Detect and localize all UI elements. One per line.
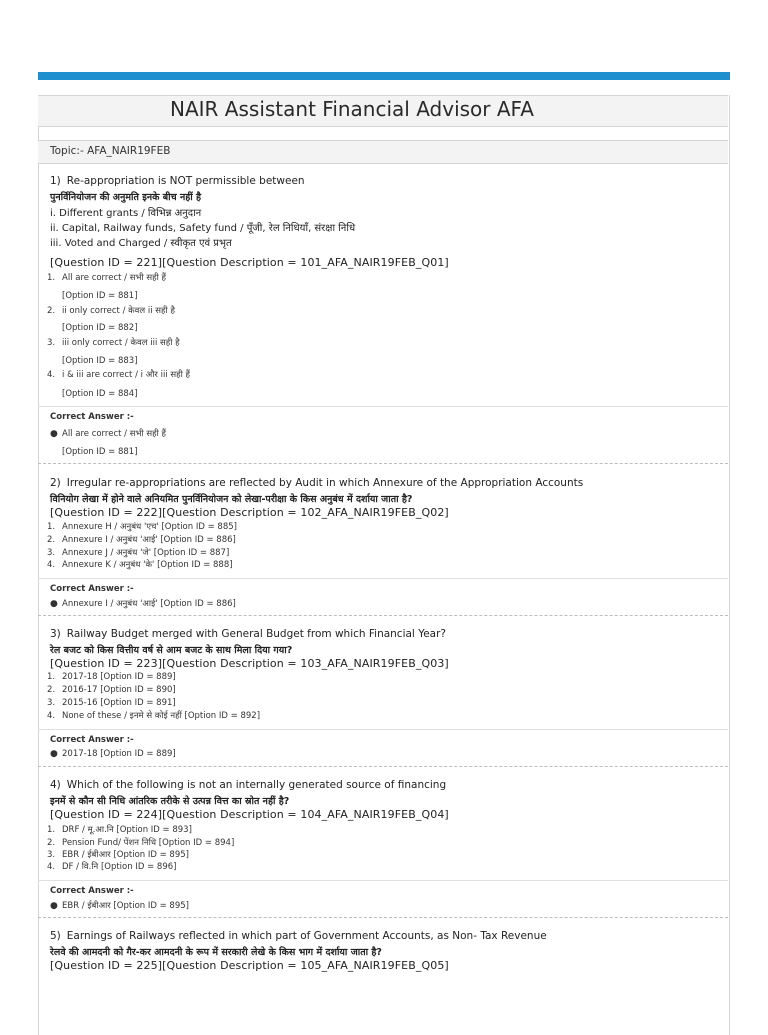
option-id: [Option ID = 884] xyxy=(62,389,138,399)
question-3-option: 2. 2016-17 [Option ID = 890] xyxy=(47,685,176,695)
correct-answer-label: Correct Answer :- xyxy=(50,886,134,896)
question-2-option: 1. Annexure H / अनुबंध 'एच' [Option ID = 885] xyxy=(47,522,237,532)
page-title: NAIR Assistant Financial Advisor AFA xyxy=(170,97,534,121)
question-2-option: 3. Annexure J / अनुबंध 'जे' [Option ID = 887] xyxy=(47,548,230,558)
question-2-text: 2) Irregular re-appropriations are reflected by Audit in which Annexure of the Appropriation Accounts xyxy=(50,477,584,489)
question-separator xyxy=(38,917,728,918)
question-1-id: [Question ID = 221][Question Description = 101_AFA_NAIR19FEB_Q01] xyxy=(50,256,449,269)
divider xyxy=(38,880,728,881)
question-separator xyxy=(38,766,728,767)
question-4-option: 2. Pension Fund/ पेंशन निधि [Option ID = 894] xyxy=(47,838,235,848)
question-1-hindi: पुनर्विनियोजन की अनुमति इनके बीच नहीं है xyxy=(50,192,202,203)
question-2-option: 4. Annexure K / अनुबंध 'के' [Option ID = 888] xyxy=(47,560,233,570)
question-4-option: 3. EBR / ईबीआर [Option ID = 895] xyxy=(47,850,189,860)
question-separator xyxy=(38,463,728,464)
correct-answer: ● 2017-18 [Option ID = 889] xyxy=(50,749,176,759)
question-4-option: 4. DF / वि.नि [Option ID = 896] xyxy=(47,862,177,872)
question-2-id: [Question ID = 222][Question Description = 102_AFA_NAIR19FEB_Q02] xyxy=(50,506,449,519)
divider xyxy=(38,578,728,579)
correct-answer: ● All are correct / सभी सही हैं xyxy=(50,429,167,439)
question-1-statement: ii. Capital, Railway funds, Safety fund / पूँजी, रेल निधियाँ, संरक्षा निधि xyxy=(50,223,356,234)
bullet-icon: ● xyxy=(50,749,58,759)
divider xyxy=(38,729,728,730)
question-4-option: 1. DRF / मू.आ.नि [Option ID = 893] xyxy=(47,825,192,835)
correct-answer: ● Annexure I / अनुबंध 'आई' [Option ID = 886] xyxy=(50,599,236,609)
question-separator xyxy=(38,615,728,616)
question-2-hindi: विनियोग लेखा में होने वाले अनियमित पुनर्विनियोजन को लेखा-परीक्षा के किस अनुबंध में दर्शाया जाता है? xyxy=(50,494,413,505)
correct-answer-label: Correct Answer :- xyxy=(50,584,134,594)
correct-answer: ● EBR / ईबीआर [Option ID = 895] xyxy=(50,901,189,911)
topic-label: Topic:- AFA_NAIR19FEB xyxy=(50,145,171,157)
question-5-hindi: रेलवे की आमदनी को गैर-कर आमदनी के रूप में सरकारी लेखे के किस भाग में दर्शाया जाता है? xyxy=(50,947,382,958)
correct-answer-label: Correct Answer :- xyxy=(50,412,134,422)
bullet-icon: ● xyxy=(50,429,58,439)
question-5-text: 5) Earnings of Railways reflected in which part of Government Accounts, as Non- Tax Revenue xyxy=(50,930,547,942)
option-id: [Option ID = 882] xyxy=(62,323,138,333)
question-1-text: 1) Re-appropriation is NOT permissible between xyxy=(50,175,305,187)
question-1-statement: iii. Voted and Charged / स्वीकृत एवं प्रभृत xyxy=(50,238,232,249)
bullet-icon: ● xyxy=(50,599,58,609)
correct-answer-option-id: [Option ID = 881] xyxy=(62,447,138,457)
question-1-option: 4. i & iii are correct / i और iii सही हैं xyxy=(47,370,191,380)
question-2-option: 2. Annexure I / अनुबंध 'आई' [Option ID = 886] xyxy=(47,535,236,545)
question-3-id: [Question ID = 223][Question Description = 103_AFA_NAIR19FEB_Q03] xyxy=(50,657,449,670)
bullet-icon: ● xyxy=(50,901,58,911)
option-id: [Option ID = 881] xyxy=(62,291,138,301)
option-id: [Option ID = 883] xyxy=(62,356,138,366)
question-1-option: 3. iii only correct / केवल iii सही है xyxy=(47,338,180,348)
question-1-option: 2. ii only correct / केवल ii सही है xyxy=(47,306,175,316)
question-3-option: 1. 2017-18 [Option ID = 889] xyxy=(47,672,176,682)
question-3-text: 3) Railway Budget merged with General Budget from which Financial Year? xyxy=(50,628,446,640)
question-1-statement: i. Different grants / विभिन्न अनुदान xyxy=(50,208,202,219)
question-3-option: 4. None of these / इनमे से कोई नहीं [Option ID = 892] xyxy=(47,711,261,721)
top-accent-bar xyxy=(38,72,730,80)
correct-answer-label: Correct Answer :- xyxy=(50,735,134,745)
question-4-id: [Question ID = 224][Question Description = 104_AFA_NAIR19FEB_Q04] xyxy=(50,808,449,821)
question-3-option: 3. 2015-16 [Option ID = 891] xyxy=(47,698,176,708)
question-3-hindi: रेल बजट को किस वित्तीय वर्ष से आम बजट के साथ मिला दिया गया? xyxy=(50,645,293,656)
question-1-option: 1. All are correct / सभी सही हैं xyxy=(47,273,167,283)
question-4-text: 4) Which of the following is not an internally generated source of financing xyxy=(50,779,447,791)
divider xyxy=(38,406,728,407)
question-4-hindi: इनमें से कौन सी निधि आंतरिक तरीके से उत्पन्न वित्त का स्रोत नहीं है? xyxy=(50,796,290,807)
question-5-id: [Question ID = 225][Question Description = 105_AFA_NAIR19FEB_Q05] xyxy=(50,959,449,972)
